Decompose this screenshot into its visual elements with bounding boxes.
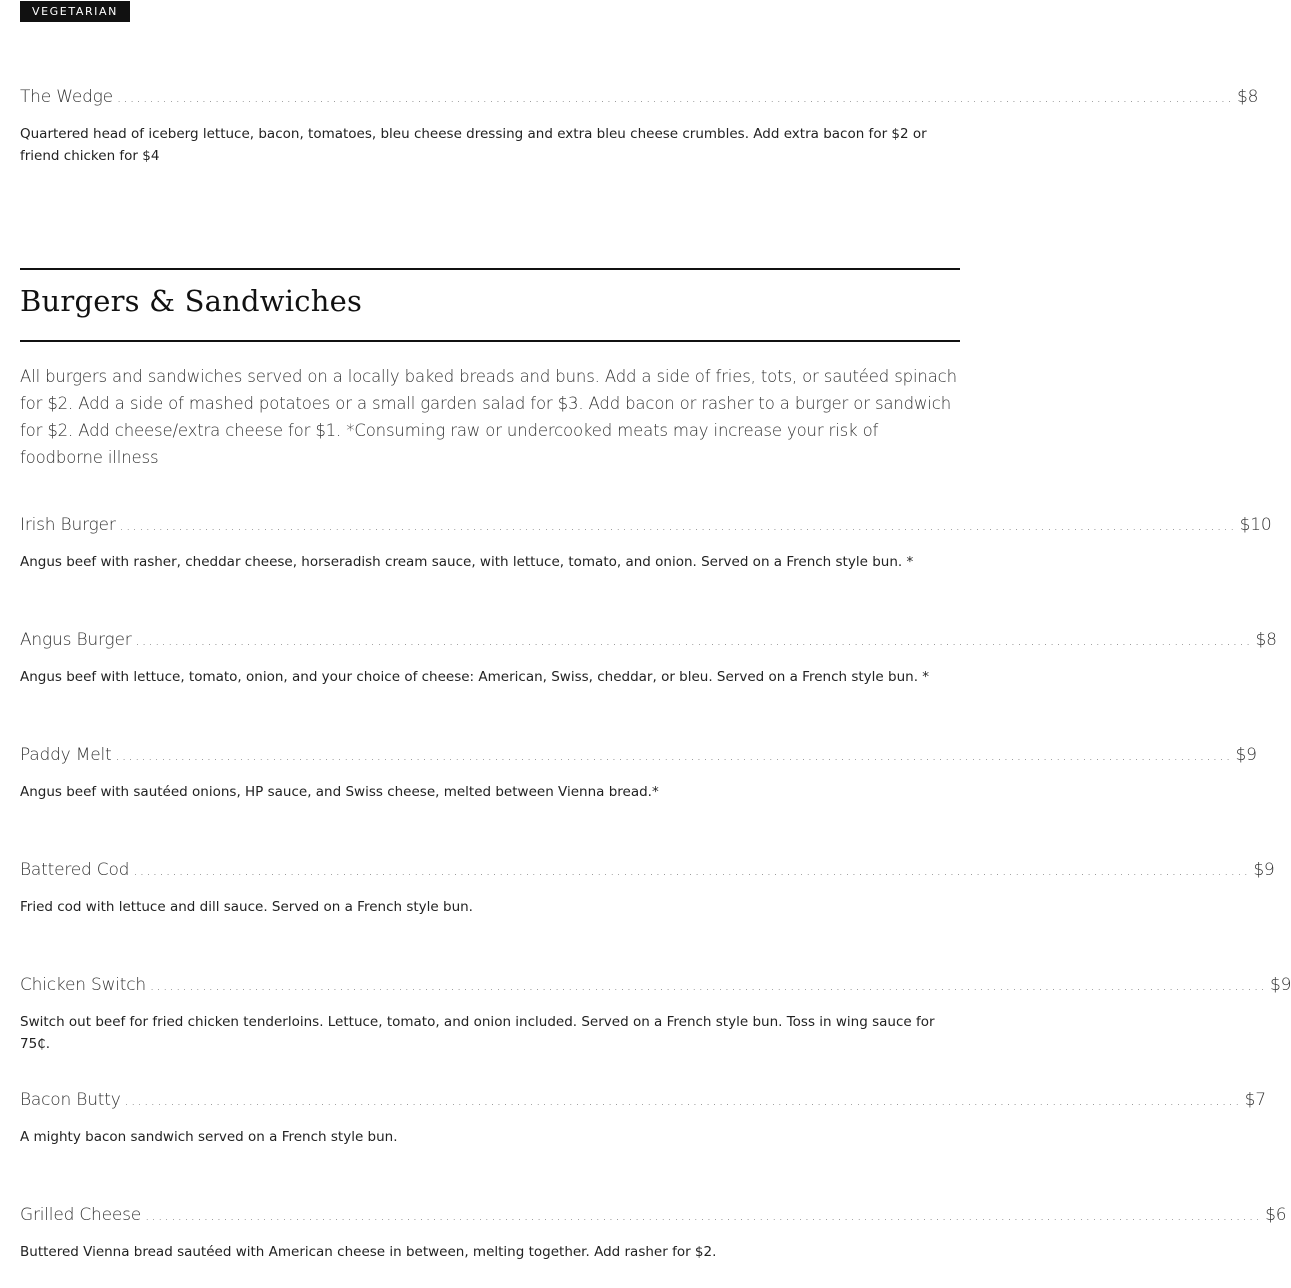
menu-item-description: A mighty bacon sandwich served on a French style bun. [20, 1129, 398, 1145]
dot-leader: ........................................................................................................................................................................... [115, 749, 1233, 764]
menu-item-price: $7 [1244, 1090, 1266, 1110]
dot-leader: ........................................................................................................................................................................... [124, 1094, 1242, 1109]
menu-item-angus-burger [20, 630, 1277, 688]
menu-item-name: Chicken Switch [20, 975, 146, 995]
menu-item-row [20, 87, 1259, 113]
menu-item-description: Quartered head of iceberg lettuce, bacon, tomatoes, bleu cheese dressing and extra bleu cheese crumbles. Add extra bacon for $2 or friend chicken for $4 [20, 126, 927, 164]
menu-item-row [20, 860, 1275, 886]
section-title: Burgers & Sandwiches [20, 284, 363, 318]
menu-item-price: $9 [1235, 745, 1257, 765]
menu-item-the-wedge [20, 87, 1259, 167]
menu-item-price: $8 [1255, 630, 1277, 650]
menu-item-row [20, 1205, 1287, 1231]
vegetarian-badge: VEGETARIAN [20, 1, 130, 22]
dot-leader: ........................................................................................................................................................................... [119, 519, 1237, 534]
section-top-rule [20, 268, 960, 270]
menu-item-name: Irish Burger [20, 515, 116, 535]
section-intro: All burgers and sandwiches served on a locally baked breads and buns. Add a side of fries, tots, or sautéed spinach for $2. Add a side of mashed potatoes or a small garden salad for $3. Add bacon or rasher to a burger or sandwich for $2. Add cheese/extra cheese for $1. *Consuming raw or undercooked meats may increase your risk of foodborne illness [20, 367, 957, 467]
menu-item-row [20, 975, 1291, 1001]
menu-item-description: Buttered Vienna bread sautéed with American cheese in between, melting together. Add rasher for $2. [20, 1244, 717, 1260]
menu-item-battered-cod [20, 860, 1275, 918]
menu-item-description: Fried cod with lettuce and dill sauce. Served on a French style bun. [20, 899, 473, 915]
menu-item-name: Battered Cod [20, 860, 130, 880]
menu-item-row [20, 630, 1277, 656]
menu-item-description: Angus beef with lettuce, tomato, onion, and your choice of cheese: American, Swiss, cheddar, or bleu. Served on a French style bun. * [20, 669, 930, 685]
menu-item-name: Angus Burger [20, 630, 132, 650]
menu-item-name: Grilled Cheese [20, 1205, 142, 1225]
menu-item-bacon-butty [20, 1090, 1266, 1148]
menu-item-chicken-switch [20, 975, 1291, 1055]
menu-item-name: Paddy Melt [20, 745, 112, 765]
menu-item-grilled-cheese [20, 1205, 1287, 1263]
menu-item-row [20, 515, 1272, 541]
dot-leader: ........................................................................................................................................................................... [145, 1209, 1263, 1224]
menu-item-paddy-melt [20, 745, 1257, 803]
menu-item-row [20, 1090, 1266, 1116]
menu-item-description: Angus beef with rasher, cheddar cheese, horseradish cream sauce, with lettuce, tomato, and onion. Served on a French style bun. * [20, 554, 914, 570]
menu-item-irish-burger [20, 515, 1272, 573]
dot-leader: ........................................................................................................................................................................... [133, 864, 1251, 879]
menu-item-price: $10 [1239, 515, 1272, 535]
menu-item-price: $8 [1236, 87, 1259, 107]
dot-leader: ........................................................................................................................................................................... [135, 634, 1253, 649]
section-bottom-rule [20, 340, 960, 342]
dot-leader: ........................................................................................................................................................................... [150, 979, 1268, 994]
menu-item-description: Angus beef with sautéed onions, HP sauce, and Swiss cheese, melted between Vienna bread.* [20, 784, 659, 800]
menu-item-price: $6 [1265, 1205, 1287, 1225]
menu-item-row [20, 745, 1257, 771]
menu-item-description: Switch out beef for fried chicken tenderloins. Lettuce, tomato, and onion included. Served on a French style bun. Toss in wing sauce for 75₵. [20, 1014, 935, 1052]
dot-leader: ........................................................................................................................................................................... [116, 91, 1234, 106]
menu-item-name: The Wedge [20, 87, 113, 107]
menu-item-price: $9 [1270, 975, 1291, 995]
menu-item-price: $9 [1253, 860, 1275, 880]
menu-item-name: Bacon Butty [20, 1090, 121, 1110]
